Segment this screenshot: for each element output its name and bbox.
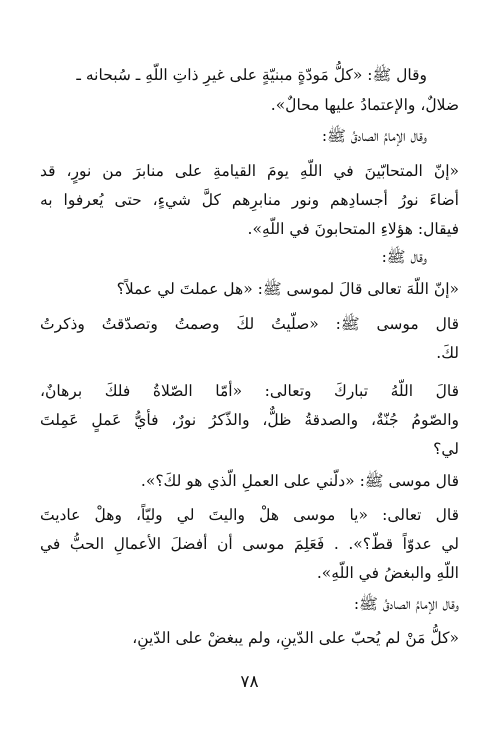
text-line: قال موسى ﷺ: «دلّني على العملِ الّذي هو لكَ؟». [140,472,459,490]
page-number: ٧٨ [240,672,259,692]
text-line: والصّومُ جُنّةٌ، والصدقةُ ظلٌّ، والذّكرُ نورٌ، فأيُّ عَملٍ عَمِلتَ [40,411,459,429]
text-line: وقال الإمامُ الصادقُ ﷺ: [353,595,459,613]
text-line: «إنّ اللّهَ تعالى قالَ لموسى ﷺ: «هل عملتَ لي عملاً؟ [116,280,459,298]
text-line: «إنّ المتحابّينَ في اللّهِ يومَ القيامةِ على منابرَ من نورٍ، قد [40,162,459,180]
text-line: اللّهِ والبغضُ في اللّهِ». [316,564,459,582]
text-line: أضاءَ نورُ أجسادِهم ونور منابرِهم كلَّ شيءٍ، حتى يُعرفوا به [40,191,459,209]
text-line: وقال ﷺ: «كلُّ مَودّةٍ مبنيّةٍ على غيرِ ذاتِ اللّهِ ـ سُبحانه ـ [76,66,427,84]
text-line: «كلُّ مَنْ لم يُحبّ على الدّينِ، ولم يبغضْ على الدّينِ، [132,629,459,647]
text-line: قال تعالى: «يا موسى هلْ واليتَ لي وليّاً، وهلْ عاديتَ [40,506,459,524]
text-line: وقال الإمامُ الصادقُ ﷺ: [321,127,427,145]
text-line: فيقال: هؤلاءِ المتحابونَ في اللّهِ». [247,220,459,238]
text-line: ضلالٌ، والإعتمادُ عليها محالٌ». [270,96,459,114]
text-line: لكَ. [436,344,459,362]
text-line: لي عدوّاً قطّ؟». . فَعَلِمَ موسى أن أفضلَ الأعمالِ الحبُّ في [40,535,459,553]
text-line: لي؟ [433,440,459,458]
text-line: قال موسى ﷺ: «صلّيتُ لكَ وصمتُ وتصدّقتُ وذكرتُ [40,315,459,333]
text-line: وقال ﷺ: [381,248,427,266]
text-line: قالَ اللّهُ تباركَ وتعالى: «أمّا الصّلاةُ فلكَ برهانٌ، [40,382,459,400]
